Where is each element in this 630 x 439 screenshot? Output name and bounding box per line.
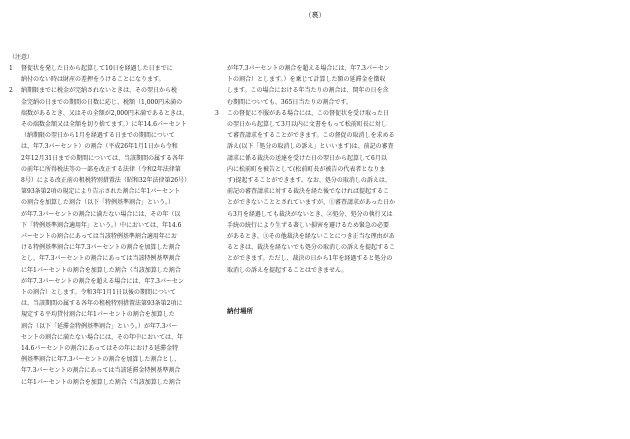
text-line: セントの割合に満たない場合には、その年中においては、年 — [21, 333, 184, 341]
text-line: （納期限の翌日から1月を経過する日までの期間について — [21, 132, 175, 140]
text-line: トの割合）とします。）を乗じて計算した額の延滞金を徴収 — [227, 76, 386, 84]
text-line: 8号）による改正前の租税特別措置法（昭和32年法律第26号） — [21, 177, 191, 185]
text-line: 第93条第2項の規定により告示された割合に年1パーセント — [21, 188, 181, 196]
text-line: とができます。ただし、裁決の日から1年を経過すると処分の — [227, 255, 393, 263]
text-line: に年1パーセントの割合を加算した割合（当該加算した割合 — [21, 266, 181, 274]
text-line: 納付のない時は財産の差押をうけることになります。 — [21, 76, 165, 84]
text-line: 手続の続行により生ずる著しい損害を避けるため緊急の必要 — [227, 221, 390, 229]
note-item-number: 1 — [9, 65, 13, 72]
text-line: 内に松前町を被告として(松前町長が被告の代表者となりま — [227, 165, 386, 173]
text-line: は、年7.3パーセント）の割合（平成26年1月1日から令和 — [21, 143, 178, 151]
text-line: の前年に所得税法等の一部を改正する法律（令和2年法律第 — [21, 165, 181, 173]
text-line: があるとき、③その他裁決を経ないことにつき正当な理由があ — [227, 233, 395, 241]
text-line: 請求に係る裁決の送達を受けた日の翌日から起算して6月以 — [227, 154, 387, 162]
notes-heading: （注意） — [9, 54, 34, 61]
text-line: の翌日から起算して3月以内に文書をもって松前町長に対し — [227, 121, 387, 129]
text-line: が年7.3パーセントの割合を超える場合には、年7.3パーセン — [227, 65, 390, 72]
text-line: 割合（以下「延滞金特例基準割合」という。）が年7.3パー — [21, 322, 178, 330]
text-line: 金完納の日までの期間の日数に応じ、税額（1,000円未満の — [21, 98, 183, 106]
text-line: 督促状を発した日から起算して10日を経過した日までに — [21, 65, 173, 72]
text-line: 端数があるとき、又はその全額が2,000円未満であるときは、 — [21, 109, 188, 117]
text-line: す)提起することができます。なお、処分の取消しの訴えは、 — [227, 177, 391, 185]
text-line: 下「特例基準割合適用年」という。）中においては、年14.6 — [21, 221, 182, 229]
text-line: 2年12月31日までの期間については、当該期間の属する各年 — [21, 154, 184, 162]
text-line: 年7.3パーセントの割合にあっては当該延滞金特例基準割合 — [21, 367, 181, 375]
text-line: 納期限までに税金が完納されないときは、その翌日から税 — [21, 87, 178, 95]
payment-place-label: 納付場所 — [227, 307, 253, 315]
text-line: て審査請求をすることができます。この督促の取消しを求める — [227, 132, 395, 140]
note-item — [215, 63, 625, 108]
note-item-number — [215, 63, 227, 108]
text-line: その端数金額又は全額を切り捨てます。）に年14.6パーセント — [21, 121, 187, 129]
text-line: む期間についても、365日当たりの割合です。 — [227, 98, 352, 106]
text-line: 例基準割合に年7.3パーセントの割合を加算した割合とし、 — [21, 356, 181, 364]
text-line: します。この場合における年当たりの割合は、閏年の日を含 — [227, 87, 389, 95]
text-line: とし、年7.3パーセントの割合にあっては当該特例基準割合 — [21, 255, 181, 263]
page-side-mark: （裏） — [304, 11, 326, 19]
note-item-text — [227, 108, 625, 276]
text-line: ら3月を経過しても裁決がないとき、②処分、処分の執行又は — [227, 210, 393, 218]
text-line: この督促に不服がある場合には、この督促状を受け取った日 — [227, 109, 390, 117]
note-item-text — [227, 63, 625, 108]
text-line: が年7.3パーセントの割合を超える場合には、年7.3パーセン — [21, 277, 184, 285]
text-line: 取消しの訴えを提起することはできません。 — [227, 266, 348, 274]
note-item-number: 2 — [9, 87, 13, 95]
text-line: 訴え(以下「処分の取消しの訴え」といいます)は、前記の審査 — [227, 143, 394, 151]
text-line: ける特例基準割合に年7.3パーセントの割合を加算した割合 — [21, 244, 181, 252]
text-line: 規定する平均貸付割合に年1パーセントの割合を加算した — [21, 311, 175, 319]
text-line: とができないこととされていますが、①審査請求があった日か — [227, 199, 395, 207]
notes-right-column — [215, 63, 625, 276]
text-line: は、当該期間の属する各年の租税特別措置法第93条第2項に — [21, 300, 183, 308]
note-item-number: 3 — [215, 109, 219, 117]
text-line: が年7.3パーセントの割合に満たない場合には、その年（以 — [21, 210, 181, 218]
text-line: の割合を加算した割合（以下「特例基準割合」という。） — [21, 199, 175, 207]
text-line: 前記の審査請求に対する裁決を経た後でなければ提起するこ — [227, 188, 390, 196]
text-line: に年1パーセントの割合を加算した割合（当該加算した割合 — [21, 378, 181, 386]
text-line: パーセントの割合にあっては当該特例基準割合適用年にお — [21, 233, 177, 241]
note-item — [215, 108, 625, 276]
text-line: 14.6パーセントの割合にあってはその年における延滞金特 — [21, 345, 179, 353]
text-line: トの割合）とします。令和3年1月1日以後の期間について — [21, 289, 176, 297]
text-line: るときは、裁決を経ないでも処分の取消しの訴えを提起するこ — [227, 244, 396, 252]
